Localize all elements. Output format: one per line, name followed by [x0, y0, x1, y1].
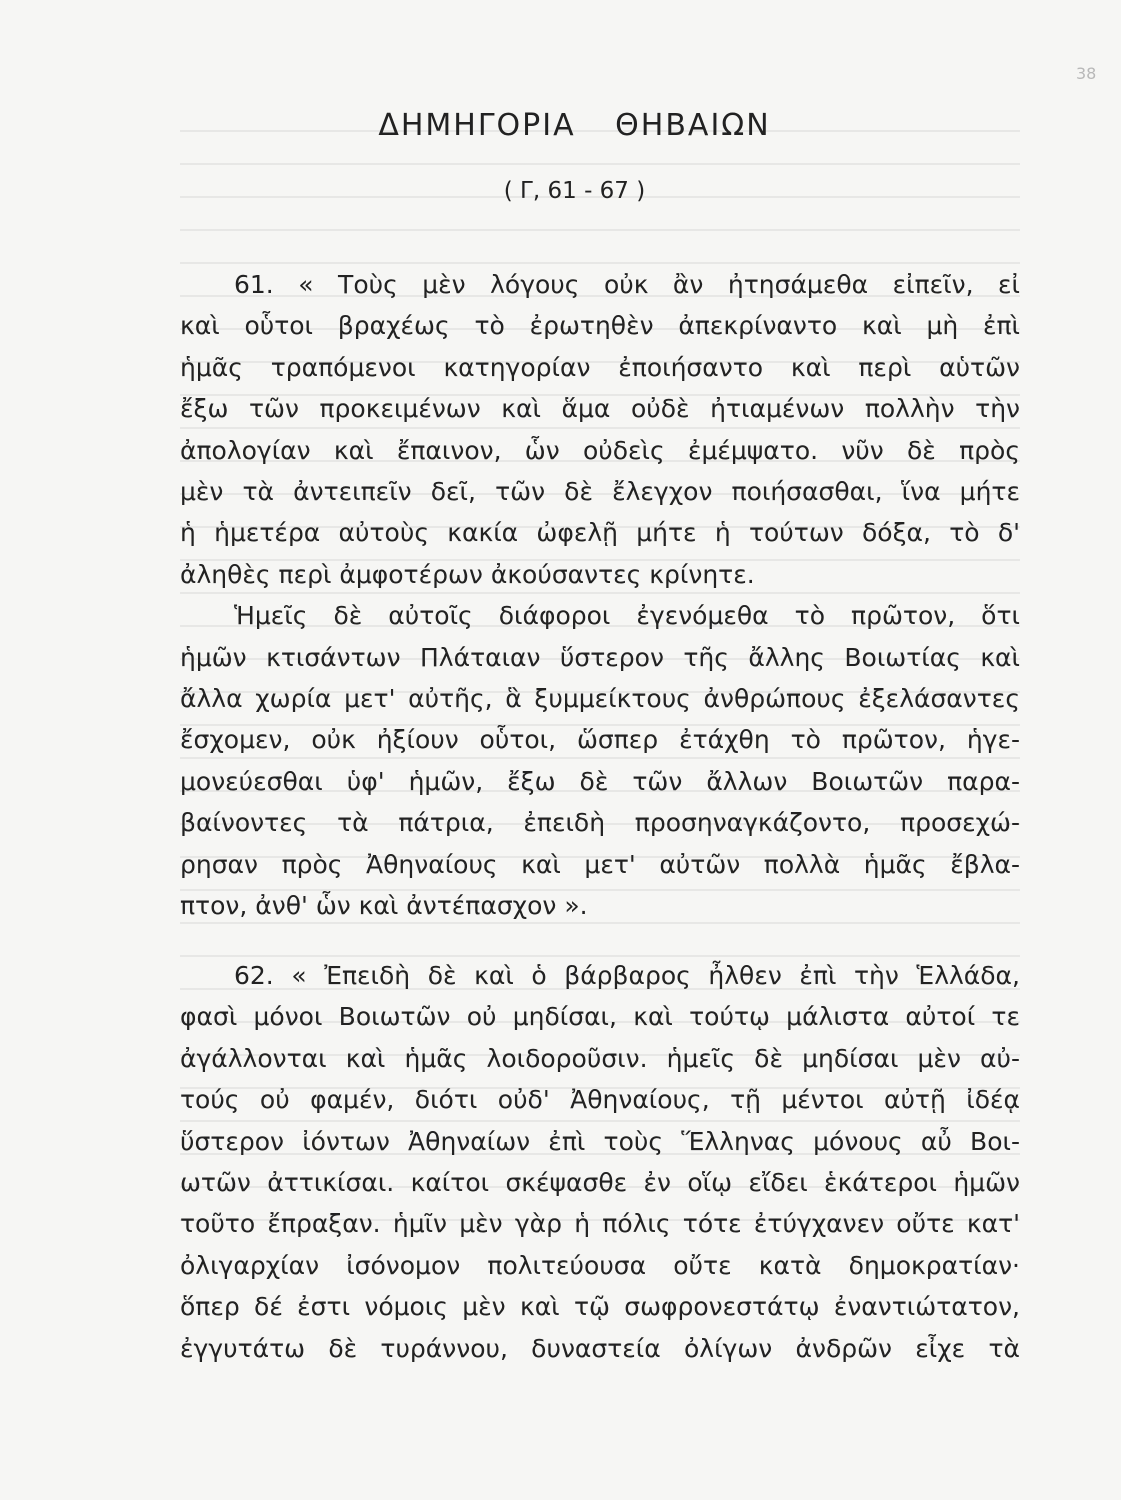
text-line: ἡμῶν κτισάντων Πλάταιαν ὕστερον τῆς ἄλλης Βοιωτίας καὶ — [180, 642, 1020, 672]
text-line: πτον, ἀνθ' ὧν καὶ ἀντέπασχον ». — [180, 891, 588, 921]
page-number: 38 — [1076, 64, 1097, 83]
text-line: ἀληθὲς περὶ ἀμφοτέρων ἀκούσαντες κρίνητε. — [180, 559, 755, 589]
paragraph-61 — [180, 264, 1020, 927]
text-line: μὲν τὰ ἀντειπεῖν δεῖ, τῶν δὲ ἔλεγχον ποιήσασθαι, ἵνα μήτε — [180, 477, 1020, 507]
text-line: ἐγγυτάτω δὲ τυράννου, δυναστεία ὀλίγων ἀνδρῶν εἶχε τὰ — [180, 1333, 1020, 1363]
text-line: 61. « Τοὺς μὲν λόγους οὐκ ἂν ἠτησάμεθα εἰπεῖν, εἰ — [234, 270, 1020, 299]
text-line: βαίνοντες τὰ πάτρια, ἐπειδὴ προσηναγκάζοντο, προσεχώ- — [180, 808, 1020, 838]
chapter-reference: ( Γ, 61 - 67 ) — [503, 178, 646, 204]
title-word-2: ΘΗΒΑΙΩΝ — [615, 108, 771, 143]
text-line: ἡμᾶς τραπόμενοι κατηγορίαν ἐποιήσαντο καὶ περὶ αὑτῶν — [180, 352, 1020, 382]
text-line: ἔξω τῶν προκειμένων καὶ ἅμα οὐδὲ ἠτιαμένων πολλὴν τὴν — [180, 394, 1020, 424]
text-line: ὀλιγαρχίαν ἰσόνομον πολιτεύουσα οὔτε κατὰ δημοκρατίαν· — [180, 1250, 1020, 1280]
text-line: ἔσχομεν, οὐκ ἠξίουν οὗτοι, ὥσπερ ἐτάχθη τὸ πρῶτον, ἡγε- — [180, 725, 1020, 755]
text-line: ἀπολογίαν καὶ ἔπαινον, ὧν οὐδεὶς ἐμέμψατο. νῦν δὲ πρὸς — [180, 435, 1020, 465]
text-line: ἀγάλλονται καὶ ἡμᾶς λοιδοροῦσιν. ἡμεῖς δὲ μηδίσαι μὲν αὐ- — [180, 1043, 1020, 1073]
text-line: ὅπερ δέ ἐστι νόμοις μὲν καὶ τῷ σωφρονεστάτῳ ἐναντιώτατον, — [180, 1292, 1020, 1322]
text-line: φασὶ μόνοι Βοιωτῶν οὐ μηδίσαι, καὶ τούτῳ μάλιστα αὐτοί τε — [180, 1002, 1020, 1032]
text-line: ωτῶν ἀττικίσαι. καίτοι σκέψασθε ἐν οἵῳ εἴδει ἑκάτεροι ἡμῶν — [180, 1168, 1020, 1198]
text-line: τούς οὐ φαμέν, διότι οὐδ' Ἀθηναίους, τῇ μέντοι αὐτῇ ἰδέᾳ — [180, 1085, 1020, 1115]
text-line: Ἡμεῖς δὲ αὐτοῖς διάφοροι ἐγενόμεθα τὸ πρῶτον, ὅτι — [234, 601, 1020, 631]
text-line: 62. « Ἐπειδὴ δὲ καὶ ὁ βάρβαρος ἦλθεν ἐπὶ τὴν Ἑλλάδα, — [234, 961, 1020, 990]
text-line: τοῦτο ἔπραξαν. ἡμῖν μὲν γὰρ ἡ πόλις τότε ἐτύγχανεν οὔτε κατ' — [180, 1209, 1020, 1239]
title-word-1: ΔΗΜΗΓΟΡΙΑ — [378, 108, 576, 143]
text-line: μονεύεσθαι ὑφ' ἡμῶν, ἔξω δὲ τῶν ἄλλων Βοιωτῶν παρα- — [180, 766, 1020, 796]
page-title — [0, 108, 1121, 143]
text-line: καὶ οὗτοι βραχέως τὸ ἐρωτηθὲν ἀπεκρίναντο καὶ μὴ ἐπὶ — [180, 311, 1020, 341]
text-line: ρησαν πρὸς Ἀθηναίους καὶ μετ' αὐτῶν πολλὰ ἡμᾶς ἔβλα- — [180, 849, 1020, 879]
text-line: ἡ ἡμετέρα αὐτοὺς κακία ὠφελῇ μήτε ἡ τούτων δόξα, τὸ δ' — [180, 518, 1020, 548]
text-line: ἄλλα χωρία μετ' αὐτῆς, ἃ ξυμμείκτους ἀνθρώπους ἐξελάσαντες — [180, 684, 1020, 714]
paragraph-62 — [180, 955, 1020, 1369]
text-line: ὕστερον ἰόντων Ἀθηναίων ἐπὶ τοὺς Ἕλληνας μόνους αὖ Βοι- — [180, 1126, 1020, 1156]
